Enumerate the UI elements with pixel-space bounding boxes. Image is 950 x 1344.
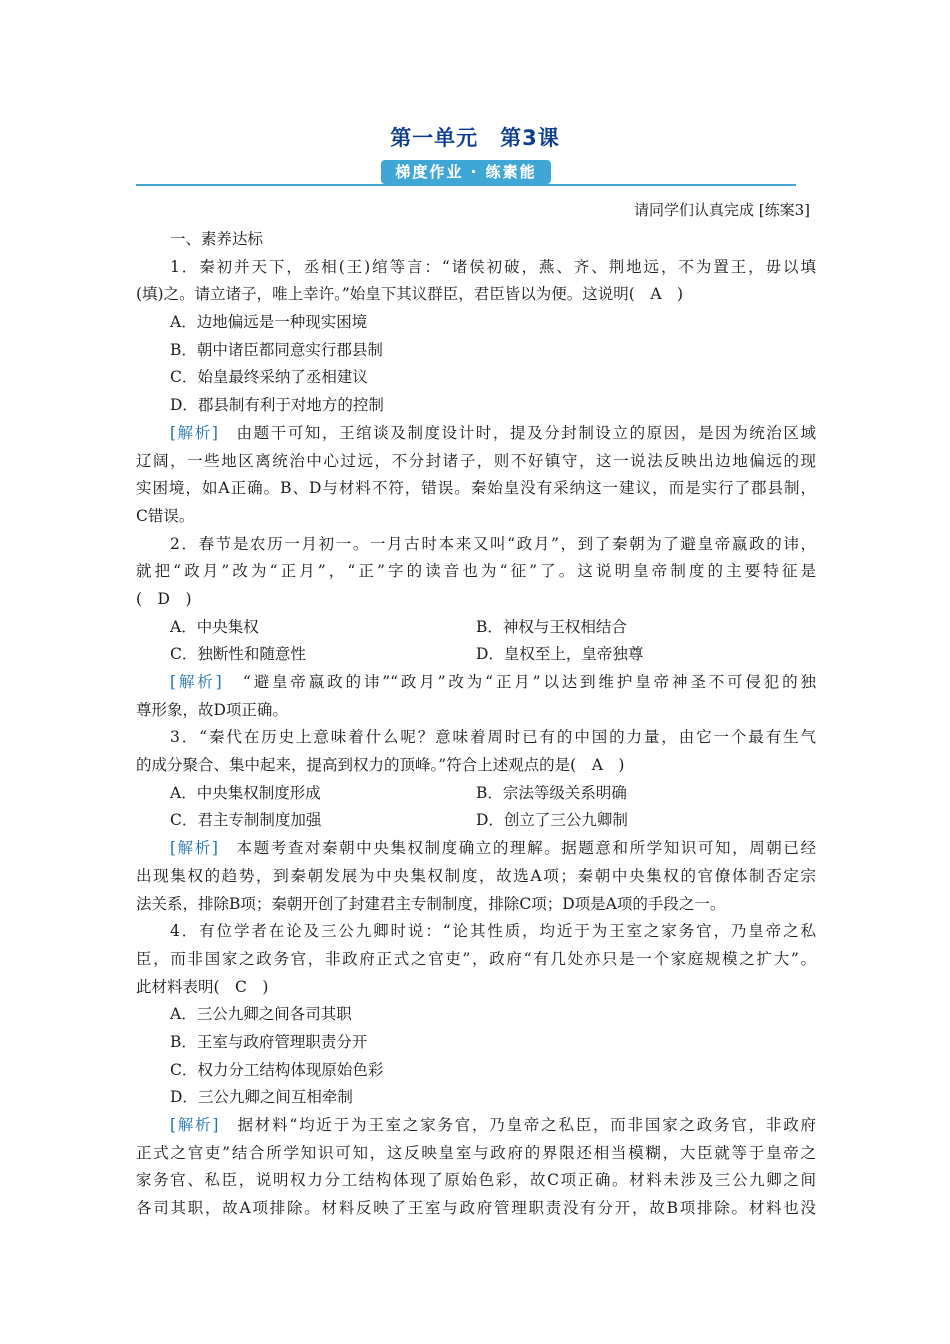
question-1-explanation: C错误。 bbox=[136, 506, 195, 525]
section-badge bbox=[381, 160, 551, 184]
worksheet-content bbox=[136, 226, 816, 1223]
explanation-text: 据材料“均近于为王室之家务官，乃皇帝之私臣，而非国家之政务官，非政府 bbox=[218, 1116, 816, 1134]
question-4-explanation: 家务官、私臣，说明权力分工结构体现了原始色彩，故C项正确。材料未涉及三公九卿之间 bbox=[136, 1171, 816, 1190]
question-1-option-a: A．边地偏远是一种现实困境 bbox=[170, 313, 368, 332]
question-2-explanation bbox=[136, 669, 816, 697]
question-3-text: 3．“秦代在历史上意味着什么呢？意味着周时已有的中国的力量，由它一个最有生气 bbox=[170, 728, 816, 747]
question-1-option-d: D．郡县制有利于对地方的控制 bbox=[170, 396, 384, 415]
question-4-text: 臣，而非国家之政务官，非政府正式之官吏”，政府“有几处亦只是一个家庭规模之扩大”。 bbox=[136, 949, 816, 968]
question-3-options-row bbox=[136, 807, 816, 835]
question-1-explanation: 实困境，如A正确。B、D与材料不符，错误。秦始皇没有采纳这一建议，而是实行了郡县制， bbox=[136, 479, 816, 498]
question-3-option-c: C．君主专制制度加强 bbox=[170, 811, 322, 830]
practice-note: 请同学们认真完成 [练案3] bbox=[633, 201, 810, 219]
analysis-tag: [解析] bbox=[170, 839, 218, 858]
question-3-explanation: 法关系，排除B项；秦朝开创了封建君主专制制度，排除C项；D项是A项的手段之一。 bbox=[136, 894, 726, 913]
question-2-option-a: A．中央集权 bbox=[170, 617, 259, 636]
explanation-text: 由题干可知，王绾谈及制度设计时，提及分封制设立的原因，是因为统治区域 bbox=[217, 423, 816, 442]
question-3-text: 的成分聚合、集中起来，提高到权力的顶峰。”符合上述观点的是( A ) bbox=[136, 756, 625, 775]
analysis-tag: [解析] bbox=[170, 673, 222, 691]
question-3-options-row bbox=[136, 780, 816, 808]
question-3-option-d: D．创立了三公九卿制 bbox=[476, 811, 628, 830]
question-1-explanation bbox=[136, 420, 816, 448]
question-4-explanation: 正式之官吏”结合所学知识可知，这反映皇室与政府的界限还相当模糊，大臣就等于皇帝之 bbox=[136, 1143, 816, 1162]
question-2-option-d: D．皇权至上，皇帝独尊 bbox=[476, 645, 644, 664]
lesson-title: 第一单元 第3课 bbox=[390, 126, 560, 150]
question-4-explanation bbox=[136, 1112, 816, 1140]
analysis-tag: [解析] bbox=[170, 423, 218, 442]
question-2-text: 2．春节是农历一月初一。一月古时本来又叫“政月”，到了秦朝为了避皇帝嬴政的讳， bbox=[170, 534, 816, 553]
header-divider bbox=[136, 184, 796, 186]
section-heading: 一、素养达标 bbox=[170, 230, 264, 248]
question-2-option-c: C．独断性和随意性 bbox=[170, 645, 306, 664]
question-3-explanation bbox=[136, 835, 816, 863]
question-2-text: ( D ) bbox=[136, 589, 192, 608]
question-1-text: (填)之。请立诸子，唯上幸许。”始皇下其议群臣，君臣皆以为便。这说明( A ) bbox=[136, 285, 684, 304]
question-2-options-row bbox=[136, 614, 816, 642]
question-3-explanation: 出现集权的趋势，到秦朝发展为中央集权制度，故选A项；秦朝中央集权的官僚体制否定宗 bbox=[136, 866, 816, 885]
question-4-option-b: B．王室与政府管理职责分开 bbox=[170, 1032, 368, 1051]
analysis-tag: [解析] bbox=[170, 1116, 219, 1134]
question-1-text: 1．秦初并天下，丞相(王)绾等言：“诸侯初破，燕、齐、荆地远，不为置王，毋以填 bbox=[170, 257, 816, 276]
question-4-text: 此材料表明( C ) bbox=[136, 977, 269, 996]
question-1-option-c: C．始皇最终采纳了丞相建议 bbox=[170, 368, 368, 387]
question-4-option-c: C．权力分工结构体现原始色彩 bbox=[170, 1060, 384, 1079]
explanation-text: 本题考查对秦朝中央集权制度确立的理解。据题意和所学知识可知，周朝已经 bbox=[217, 839, 816, 858]
explanation-text: “避皇帝嬴政的讳”“政月”改为“正月”以达到维护皇帝神圣不可侵犯的独 bbox=[221, 673, 816, 691]
question-3-option-a: A．中央集权制度形成 bbox=[170, 783, 321, 802]
question-2-explanation: 尊形象，故D项正确。 bbox=[136, 700, 288, 719]
question-4-option-a: A．三公九卿之间各司其职 bbox=[170, 1005, 352, 1024]
question-2-options-row bbox=[136, 641, 816, 669]
question-1-option-b: B．朝中诸臣都同意实行郡县制 bbox=[170, 340, 383, 359]
question-4-text: 4．有位学者在论及三公九卿时说：“论其性质，均近于为王室之家务官，乃皇帝之私 bbox=[170, 922, 816, 941]
question-2-option-b: B．神权与王权相结合 bbox=[476, 617, 627, 636]
question-1-explanation: 辽阔，一些地区离统治中心过远，不分封诸子，则不好镇守，这一说法反映出边地偏远的现 bbox=[136, 451, 816, 470]
question-3-option-b: B．宗法等级关系明确 bbox=[476, 783, 627, 802]
question-4-explanation: 各司其职，故A项排除。材料反映了王室与政府管理职责没有分开，故B项排除。材料也没 bbox=[136, 1199, 816, 1218]
question-4-option-d: D．三公九卿之间互相牵制 bbox=[170, 1088, 353, 1107]
badge-label: 梯度作业 · 练素能 bbox=[395, 163, 537, 181]
question-2-text: 就把“政月”改为“正月”，“正”字的读音也为“征”了。这说明皇帝制度的主要特征是 bbox=[136, 562, 816, 581]
